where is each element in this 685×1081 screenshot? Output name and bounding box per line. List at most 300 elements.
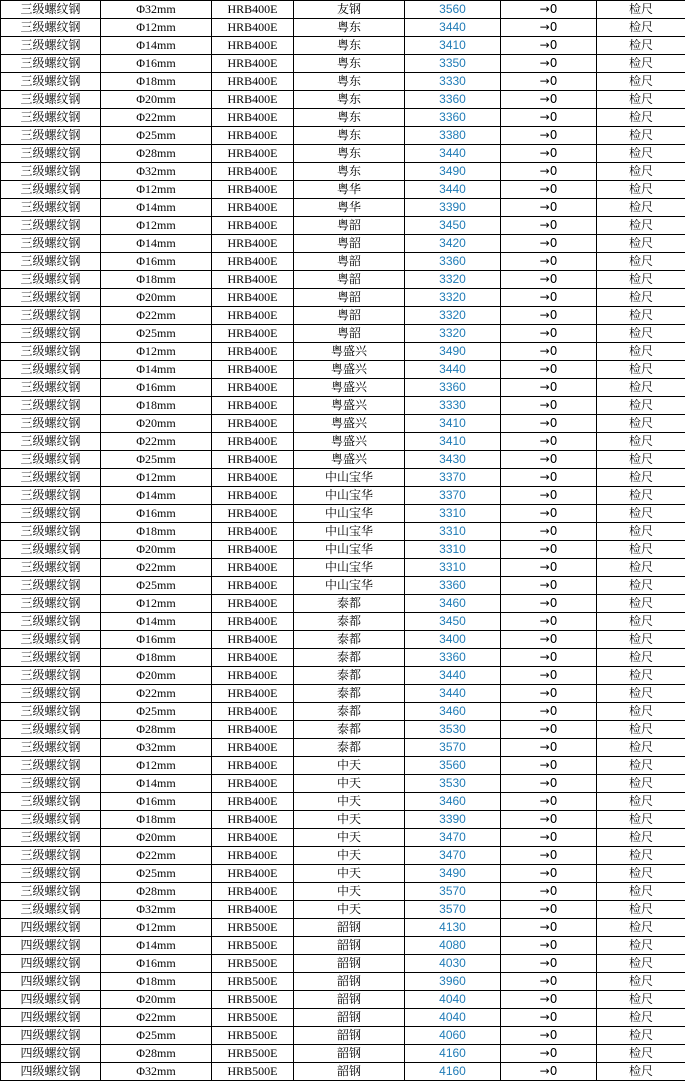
standard-cell: HRB400E <box>212 379 294 397</box>
note-cell: 检尺 <box>597 811 685 829</box>
price-cell: 3530 <box>405 721 501 739</box>
price-cell: 3370 <box>405 469 501 487</box>
table-row <box>1 73 685 91</box>
table-row <box>1 271 685 289</box>
table-row <box>1 847 685 865</box>
spec-cell: Φ22mm <box>101 847 212 865</box>
note-cell: 检尺 <box>597 469 685 487</box>
price-cell: 3420 <box>405 235 501 253</box>
grade-cell: 三级螺纹钢 <box>1 379 101 397</box>
price-cell: 3320 <box>405 307 501 325</box>
standard-cell: HRB400E <box>212 703 294 721</box>
spec-cell: Φ12mm <box>101 919 212 937</box>
brand-cell: 粤韶 <box>294 217 405 235</box>
spec-cell: Φ32mm <box>101 1 212 19</box>
spec-cell: Φ12mm <box>101 19 212 37</box>
standard-cell: HRB400E <box>212 577 294 595</box>
brand-cell: 韶钢 <box>294 955 405 973</box>
note-cell: 检尺 <box>597 901 685 919</box>
spec-cell: Φ16mm <box>101 505 212 523</box>
change-cell: →0 <box>501 253 597 271</box>
table-row <box>1 991 685 1009</box>
standard-cell: HRB400E <box>212 829 294 847</box>
spec-cell: Φ14mm <box>101 775 212 793</box>
price-cell: 3390 <box>405 199 501 217</box>
grade-cell: 三级螺纹钢 <box>1 361 101 379</box>
brand-cell: 粤韶 <box>294 325 405 343</box>
table-row <box>1 325 685 343</box>
price-cell: 3440 <box>405 667 501 685</box>
note-cell: 检尺 <box>597 847 685 865</box>
grade-cell: 四级螺纹钢 <box>1 1045 101 1063</box>
price-cell: 3330 <box>405 397 501 415</box>
price-cell: 3310 <box>405 541 501 559</box>
standard-cell: HRB400E <box>212 253 294 271</box>
brand-cell: 中天 <box>294 793 405 811</box>
note-cell: 检尺 <box>597 307 685 325</box>
change-cell: →0 <box>501 667 597 685</box>
change-cell: →0 <box>501 217 597 235</box>
standard-cell: HRB400E <box>212 541 294 559</box>
grade-cell: 三级螺纹钢 <box>1 487 101 505</box>
spec-cell: Φ14mm <box>101 199 212 217</box>
grade-cell: 三级螺纹钢 <box>1 523 101 541</box>
spec-cell: Φ18mm <box>101 523 212 541</box>
table-row <box>1 361 685 379</box>
price-cell: 3410 <box>405 433 501 451</box>
price-cell: 3320 <box>405 271 501 289</box>
grade-cell: 三级螺纹钢 <box>1 775 101 793</box>
brand-cell: 泰都 <box>294 595 405 613</box>
change-cell: →0 <box>501 343 597 361</box>
table-row <box>1 253 685 271</box>
spec-cell: Φ14mm <box>101 613 212 631</box>
standard-cell: HRB400E <box>212 613 294 631</box>
note-cell: 检尺 <box>597 721 685 739</box>
standard-cell: HRB400E <box>212 415 294 433</box>
brand-cell: 粤东 <box>294 91 405 109</box>
note-cell: 检尺 <box>597 667 685 685</box>
brand-cell: 泰都 <box>294 667 405 685</box>
spec-cell: Φ14mm <box>101 487 212 505</box>
change-cell: →0 <box>501 235 597 253</box>
standard-cell: HRB400E <box>212 721 294 739</box>
table-row <box>1 613 685 631</box>
standard-cell: HRB500E <box>212 973 294 991</box>
price-cell: 3460 <box>405 703 501 721</box>
standard-cell: HRB400E <box>212 109 294 127</box>
change-cell: →0 <box>501 919 597 937</box>
spec-cell: Φ16mm <box>101 253 212 271</box>
grade-cell: 四级螺纹钢 <box>1 991 101 1009</box>
table-row <box>1 973 685 991</box>
price-cell: 3490 <box>405 343 501 361</box>
table-row <box>1 91 685 109</box>
change-cell: →0 <box>501 973 597 991</box>
standard-cell: HRB400E <box>212 19 294 37</box>
change-cell: →0 <box>501 199 597 217</box>
spec-cell: Φ18mm <box>101 73 212 91</box>
standard-cell: HRB500E <box>212 1009 294 1027</box>
spec-cell: Φ25mm <box>101 127 212 145</box>
note-cell: 检尺 <box>597 1 685 19</box>
note-cell: 检尺 <box>597 379 685 397</box>
spec-cell: Φ20mm <box>101 829 212 847</box>
price-cell: 3390 <box>405 811 501 829</box>
change-cell: →0 <box>501 901 597 919</box>
table-row <box>1 127 685 145</box>
table-row <box>1 685 685 703</box>
price-cell: 3570 <box>405 739 501 757</box>
note-cell: 检尺 <box>597 451 685 469</box>
change-cell: →0 <box>501 433 597 451</box>
grade-cell: 三级螺纹钢 <box>1 559 101 577</box>
standard-cell: HRB400E <box>212 199 294 217</box>
table-row <box>1 109 685 127</box>
note-cell: 检尺 <box>597 235 685 253</box>
change-cell: →0 <box>501 883 597 901</box>
brand-cell: 中天 <box>294 865 405 883</box>
grade-cell: 三级螺纹钢 <box>1 289 101 307</box>
brand-cell: 中山宝华 <box>294 541 405 559</box>
change-cell: →0 <box>501 37 597 55</box>
grade-cell: 三级螺纹钢 <box>1 901 101 919</box>
table-row <box>1 505 685 523</box>
spec-cell: Φ22mm <box>101 307 212 325</box>
change-cell: →0 <box>501 1009 597 1027</box>
grade-cell: 三级螺纹钢 <box>1 721 101 739</box>
grade-cell: 四级螺纹钢 <box>1 1063 101 1081</box>
table-row <box>1 595 685 613</box>
standard-cell: HRB400E <box>212 145 294 163</box>
table-row <box>1 523 685 541</box>
note-cell: 检尺 <box>597 523 685 541</box>
price-cell: 4080 <box>405 937 501 955</box>
table-row <box>1 541 685 559</box>
grade-cell: 三级螺纹钢 <box>1 541 101 559</box>
standard-cell: HRB400E <box>212 667 294 685</box>
spec-cell: Φ25mm <box>101 577 212 595</box>
standard-cell: HRB400E <box>212 433 294 451</box>
standard-cell: HRB400E <box>212 523 294 541</box>
spec-cell: Φ32mm <box>101 163 212 181</box>
standard-cell: HRB400E <box>212 487 294 505</box>
table-row <box>1 1063 685 1081</box>
table-row <box>1 667 685 685</box>
brand-cell: 中山宝华 <box>294 487 405 505</box>
brand-cell: 韶钢 <box>294 973 405 991</box>
spec-cell: Φ18mm <box>101 397 212 415</box>
spec-cell: Φ20mm <box>101 91 212 109</box>
grade-cell: 四级螺纹钢 <box>1 1009 101 1027</box>
brand-cell: 韶钢 <box>294 1063 405 1081</box>
brand-cell: 韶钢 <box>294 1009 405 1027</box>
grade-cell: 三级螺纹钢 <box>1 235 101 253</box>
price-cell: 3350 <box>405 55 501 73</box>
table-row <box>1 829 685 847</box>
price-cell: 3440 <box>405 145 501 163</box>
change-cell: →0 <box>501 541 597 559</box>
brand-cell: 泰都 <box>294 685 405 703</box>
price-cell: 4160 <box>405 1045 501 1063</box>
note-cell: 检尺 <box>597 613 685 631</box>
note-cell: 检尺 <box>597 775 685 793</box>
change-cell: →0 <box>501 325 597 343</box>
note-cell: 检尺 <box>597 829 685 847</box>
price-cell: 3460 <box>405 595 501 613</box>
price-cell: 3960 <box>405 973 501 991</box>
spec-cell: Φ25mm <box>101 703 212 721</box>
grade-cell: 三级螺纹钢 <box>1 19 101 37</box>
standard-cell: HRB400E <box>212 811 294 829</box>
standard-cell: HRB500E <box>212 1027 294 1045</box>
change-cell: →0 <box>501 361 597 379</box>
price-cell: 3560 <box>405 1 501 19</box>
table-row <box>1 559 685 577</box>
note-cell: 检尺 <box>597 199 685 217</box>
table-row <box>1 1045 685 1063</box>
grade-cell: 三级螺纹钢 <box>1 109 101 127</box>
brand-cell: 泰都 <box>294 721 405 739</box>
grade-cell: 三级螺纹钢 <box>1 433 101 451</box>
standard-cell: HRB400E <box>212 793 294 811</box>
table-row <box>1 145 685 163</box>
change-cell: →0 <box>501 613 597 631</box>
change-cell: →0 <box>501 847 597 865</box>
grade-cell: 三级螺纹钢 <box>1 667 101 685</box>
change-cell: →0 <box>501 559 597 577</box>
note-cell: 检尺 <box>597 271 685 289</box>
change-cell: →0 <box>501 145 597 163</box>
spec-cell: Φ16mm <box>101 55 212 73</box>
brand-cell: 友钢 <box>294 1 405 19</box>
change-cell: →0 <box>501 91 597 109</box>
table-row <box>1 181 685 199</box>
spec-cell: Φ22mm <box>101 1009 212 1027</box>
grade-cell: 三级螺纹钢 <box>1 397 101 415</box>
note-cell: 检尺 <box>597 487 685 505</box>
brand-cell: 泰都 <box>294 631 405 649</box>
table-row <box>1 433 685 451</box>
standard-cell: HRB500E <box>212 937 294 955</box>
spec-cell: Φ12mm <box>101 181 212 199</box>
standard-cell: HRB400E <box>212 217 294 235</box>
grade-cell: 三级螺纹钢 <box>1 739 101 757</box>
note-cell: 检尺 <box>597 793 685 811</box>
grade-cell: 三级螺纹钢 <box>1 757 101 775</box>
brand-cell: 粤东 <box>294 37 405 55</box>
change-cell: →0 <box>501 127 597 145</box>
spec-cell: Φ22mm <box>101 685 212 703</box>
spec-cell: Φ20mm <box>101 415 212 433</box>
table-row <box>1 955 685 973</box>
price-cell: 3310 <box>405 505 501 523</box>
brand-cell: 中天 <box>294 847 405 865</box>
grade-cell: 三级螺纹钢 <box>1 685 101 703</box>
standard-cell: HRB400E <box>212 37 294 55</box>
brand-cell: 中山宝华 <box>294 505 405 523</box>
price-cell: 3430 <box>405 451 501 469</box>
brand-cell: 粤盛兴 <box>294 433 405 451</box>
brand-cell: 粤韶 <box>294 253 405 271</box>
brand-cell: 泰都 <box>294 703 405 721</box>
spec-cell: Φ16mm <box>101 955 212 973</box>
price-cell: 3320 <box>405 289 501 307</box>
note-cell: 检尺 <box>597 631 685 649</box>
brand-cell: 粤盛兴 <box>294 451 405 469</box>
change-cell: →0 <box>501 73 597 91</box>
grade-cell: 三级螺纹钢 <box>1 595 101 613</box>
brand-cell: 粤东 <box>294 145 405 163</box>
table-row <box>1 1027 685 1045</box>
spec-cell: Φ22mm <box>101 433 212 451</box>
note-cell: 检尺 <box>597 685 685 703</box>
note-cell: 检尺 <box>597 883 685 901</box>
price-table-body <box>1 1 685 1081</box>
brand-cell: 粤盛兴 <box>294 361 405 379</box>
price-cell: 3310 <box>405 559 501 577</box>
brand-cell: 粤韶 <box>294 307 405 325</box>
table-row <box>1 883 685 901</box>
spec-cell: Φ16mm <box>101 379 212 397</box>
change-cell: →0 <box>501 379 597 397</box>
change-cell: →0 <box>501 1063 597 1081</box>
change-cell: →0 <box>501 595 597 613</box>
grade-cell: 三级螺纹钢 <box>1 199 101 217</box>
note-cell: 检尺 <box>597 739 685 757</box>
price-cell: 3360 <box>405 109 501 127</box>
spec-cell: Φ28mm <box>101 883 212 901</box>
price-cell: 4030 <box>405 955 501 973</box>
price-cell: 3360 <box>405 91 501 109</box>
brand-cell: 韶钢 <box>294 937 405 955</box>
change-cell: →0 <box>501 721 597 739</box>
standard-cell: HRB400E <box>212 73 294 91</box>
spec-cell: Φ18mm <box>101 649 212 667</box>
standard-cell: HRB400E <box>212 649 294 667</box>
price-cell: 3470 <box>405 829 501 847</box>
table-row <box>1 55 685 73</box>
grade-cell: 四级螺纹钢 <box>1 919 101 937</box>
change-cell: →0 <box>501 55 597 73</box>
price-cell: 3360 <box>405 253 501 271</box>
note-cell: 检尺 <box>597 1063 685 1081</box>
table-row <box>1 289 685 307</box>
spec-cell: Φ18mm <box>101 811 212 829</box>
table-row <box>1 631 685 649</box>
spec-cell: Φ28mm <box>101 721 212 739</box>
change-cell: →0 <box>501 163 597 181</box>
brand-cell: 粤盛兴 <box>294 415 405 433</box>
brand-cell: 泰都 <box>294 613 405 631</box>
spec-cell: Φ16mm <box>101 631 212 649</box>
price-cell: 3450 <box>405 613 501 631</box>
table-row <box>1 757 685 775</box>
table-row <box>1 721 685 739</box>
note-cell: 检尺 <box>597 991 685 1009</box>
table-row <box>1 793 685 811</box>
note-cell: 检尺 <box>597 649 685 667</box>
change-cell: →0 <box>501 289 597 307</box>
note-cell: 检尺 <box>597 325 685 343</box>
table-row <box>1 235 685 253</box>
price-cell: 4060 <box>405 1027 501 1045</box>
note-cell: 检尺 <box>597 361 685 379</box>
change-cell: →0 <box>501 793 597 811</box>
change-cell: →0 <box>501 271 597 289</box>
table-row <box>1 775 685 793</box>
price-cell: 4130 <box>405 919 501 937</box>
table-row <box>1 379 685 397</box>
change-cell: →0 <box>501 451 597 469</box>
standard-cell: HRB400E <box>212 397 294 415</box>
brand-cell: 粤华 <box>294 199 405 217</box>
grade-cell: 三级螺纹钢 <box>1 505 101 523</box>
price-cell: 3490 <box>405 163 501 181</box>
grade-cell: 三级螺纹钢 <box>1 127 101 145</box>
grade-cell: 三级螺纹钢 <box>1 73 101 91</box>
brand-cell: 中天 <box>294 757 405 775</box>
brand-cell: 粤韶 <box>294 235 405 253</box>
standard-cell: HRB400E <box>212 469 294 487</box>
change-cell: →0 <box>501 307 597 325</box>
grade-cell: 三级螺纹钢 <box>1 865 101 883</box>
table-row <box>1 739 685 757</box>
change-cell: →0 <box>501 703 597 721</box>
brand-cell: 中山宝华 <box>294 523 405 541</box>
grade-cell: 三级螺纹钢 <box>1 829 101 847</box>
table-row <box>1 415 685 433</box>
price-cell: 3410 <box>405 37 501 55</box>
note-cell: 检尺 <box>597 289 685 307</box>
spec-cell: Φ12mm <box>101 595 212 613</box>
standard-cell: HRB400E <box>212 505 294 523</box>
grade-cell: 三级螺纹钢 <box>1 181 101 199</box>
price-cell: 3530 <box>405 775 501 793</box>
change-cell: →0 <box>501 415 597 433</box>
note-cell: 检尺 <box>597 433 685 451</box>
brand-cell: 粤盛兴 <box>294 343 405 361</box>
price-cell: 3410 <box>405 415 501 433</box>
brand-cell: 中山宝华 <box>294 559 405 577</box>
note-cell: 检尺 <box>597 541 685 559</box>
price-cell: 3360 <box>405 577 501 595</box>
standard-cell: HRB400E <box>212 847 294 865</box>
grade-cell: 三级螺纹钢 <box>1 793 101 811</box>
spec-cell: Φ12mm <box>101 217 212 235</box>
standard-cell: HRB500E <box>212 991 294 1009</box>
price-cell: 3570 <box>405 901 501 919</box>
standard-cell: HRB400E <box>212 757 294 775</box>
standard-cell: HRB400E <box>212 91 294 109</box>
price-cell: 3450 <box>405 217 501 235</box>
brand-cell: 粤东 <box>294 109 405 127</box>
brand-cell: 韶钢 <box>294 991 405 1009</box>
note-cell: 检尺 <box>597 397 685 415</box>
brand-cell: 粤东 <box>294 127 405 145</box>
change-cell: →0 <box>501 811 597 829</box>
note-cell: 检尺 <box>597 163 685 181</box>
table-row <box>1 901 685 919</box>
change-cell: →0 <box>501 775 597 793</box>
grade-cell: 四级螺纹钢 <box>1 1027 101 1045</box>
note-cell: 检尺 <box>597 91 685 109</box>
brand-cell: 泰都 <box>294 739 405 757</box>
note-cell: 检尺 <box>597 217 685 235</box>
change-cell: →0 <box>501 631 597 649</box>
grade-cell: 三级螺纹钢 <box>1 811 101 829</box>
grade-cell: 三级螺纹钢 <box>1 649 101 667</box>
